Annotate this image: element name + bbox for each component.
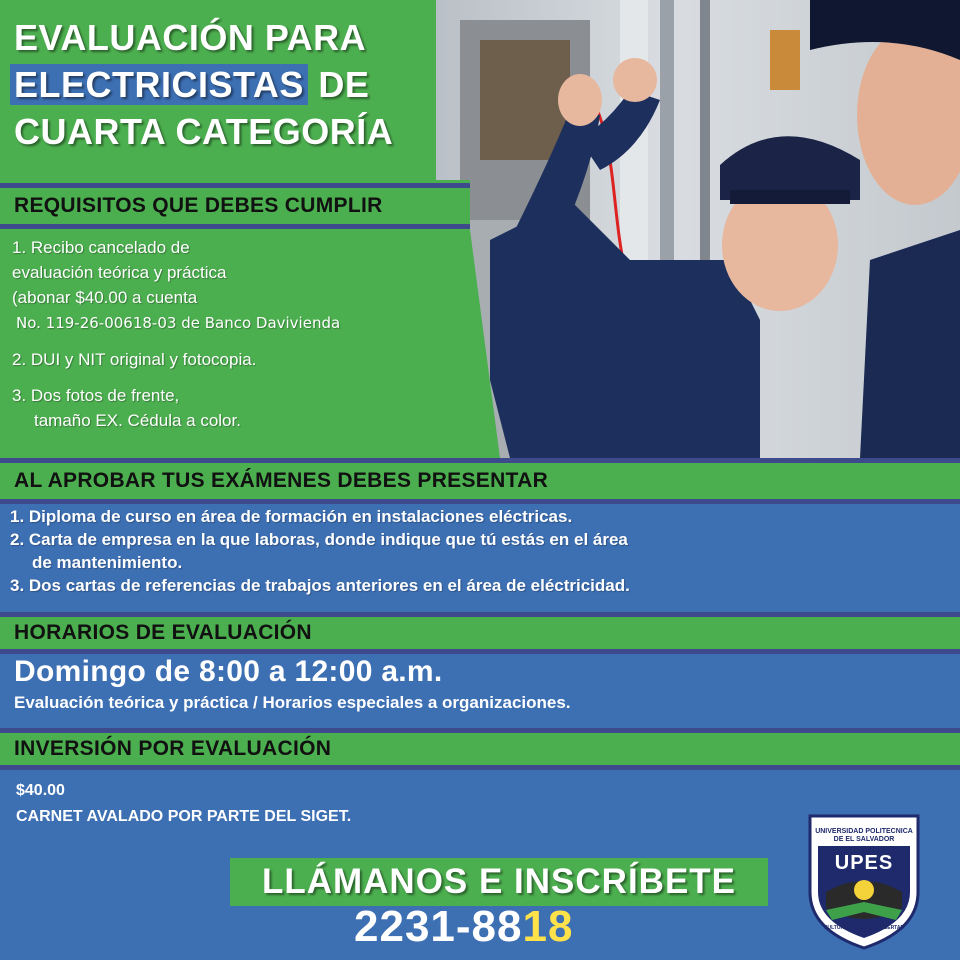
document-item-3: 3. Dos cartas de referencias de trabajos anteriores en el área de eléctricidad. <box>10 576 630 595</box>
investment-details <box>16 778 351 830</box>
logo-acronym: UPES <box>834 852 894 874</box>
requirements-heading: REQUISITOS QUE DEBES CUMPLIR <box>0 183 470 229</box>
upes-logo <box>806 812 922 952</box>
cta-banner: LLÁMANOS E INSCRÍBETE <box>230 858 768 906</box>
documents-list <box>10 505 950 597</box>
title-line-2 <box>14 61 444 108</box>
schedule-sub: Evaluación teórica y práctica / Horarios especiales a organizaciones. <box>14 693 571 712</box>
requirement-item-1: 1. Recibo cancelado de evaluación teórica y práctica (abonar $40.00 a cuenta No. 119-26-00618-03 de Banco Davivienda <box>12 238 341 332</box>
document-item-2-cont: de mantenimiento. <box>32 553 183 572</box>
title-line-2-rest: DE <box>307 64 370 105</box>
price-value: $40.00 <box>16 782 65 799</box>
bank-account: No. 119-26-00618-03 de Banco Davivienda <box>16 314 341 332</box>
documents-heading: AL APROBAR TUS EXÁMENES DEBES PRESENTAR <box>0 458 960 504</box>
phone-highlight: 18 <box>522 902 574 951</box>
page-title <box>14 14 444 155</box>
requirement-item-2: 2. DUI y NIT original y fotocopia. <box>12 350 257 369</box>
schedule-main: Domingo de 8:00 a 12:00 a.m. <box>14 655 443 688</box>
requirement-item-3: 3. Dos fotos de frente, tamaño EX. Cédula a color. <box>12 386 241 430</box>
title-line-1: EVALUACIÓN PARA <box>14 17 367 58</box>
logo-university-name: UNIVERSIDAD POLITECNICA DE EL SALVADOR <box>815 828 913 843</box>
phone-number[interactable]: 2231-8818 <box>354 902 574 951</box>
price-note: CARNET AVALADO POR PARTE DEL SIGET. <box>16 808 352 825</box>
document-item-1: 1. Diploma de curso en área de formación en instalaciones eléctricas. <box>10 507 573 526</box>
title-line-3: CUARTA CATEGORÍA <box>14 111 394 152</box>
title-highlight: ELECTRICISTAS <box>10 64 308 105</box>
investment-heading: INVERSIÓN POR EVALUACIÓN <box>0 728 960 770</box>
schedule-heading: HORARIOS DE EVALUACIÓN <box>0 612 960 654</box>
electricians-photo <box>430 0 960 458</box>
logo-motto: CULTURA PROGRESO LIBERTAD <box>823 925 905 931</box>
document-item-2: 2. Carta de empresa en la que laboras, donde indique que tú estás en el área <box>10 530 628 549</box>
requirements-list <box>12 235 482 444</box>
